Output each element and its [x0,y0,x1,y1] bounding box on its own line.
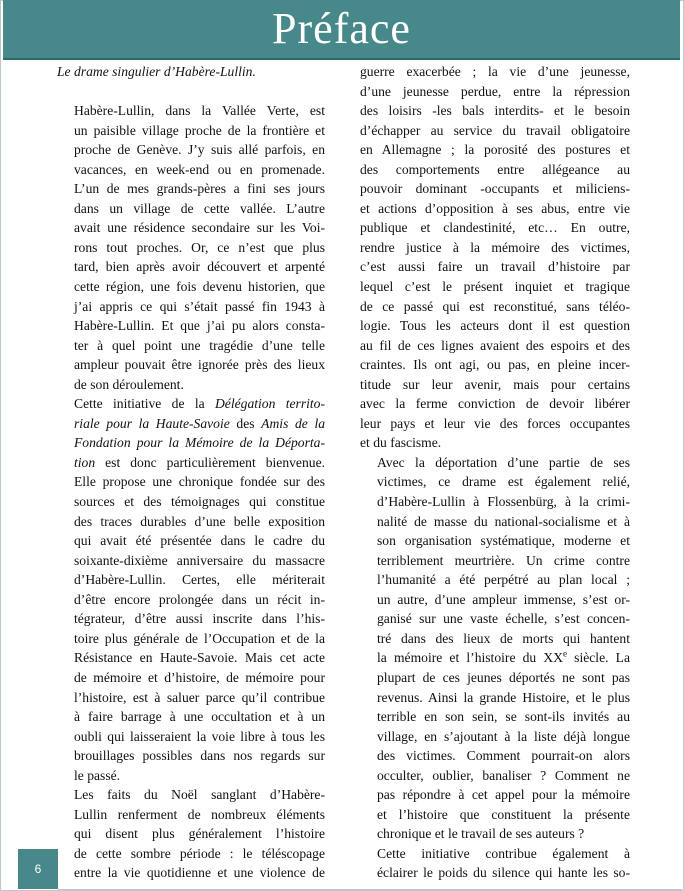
text-line [57,433,325,453]
superscript: e [563,648,568,659]
text-line: d’Habère-Lullin à Flossenbürg, à la crimi- [377,494,630,510]
text-run: Fondation pour la Mémoire de la Déporta- [74,435,325,451]
text-run: la mémoire et l’histoire du XX [377,650,564,666]
left-column [57,62,325,883]
text-line: occulter, oublier, banaliser ? Comment ne [377,767,630,783]
text-line: ter à quel point une tragédie d’une telle [74,337,325,353]
text-line: titude sur leur avenir, mais pour certains [360,376,630,392]
text-line: leur pays et leur vie des forces occupantes [360,415,630,431]
paragraph [360,844,630,883]
text-line: de mémoire et d’histoire, de mémoire pour [74,669,325,685]
text-line: de cette sombre période : le téléscopage [74,845,325,861]
text-line: lequel c’est le présent inquiet et tragique [360,279,630,295]
text-line: le passé. [74,767,121,783]
text-line: de son déroulement. [74,376,184,392]
text-line: brouillages possibles dans nos regards sur [74,748,325,764]
text-line: d’être encore prolongée dans un récit in- [74,591,325,607]
text-line: éclairer le poids du silence qui hante les so- [377,865,630,881]
text-line: logie. Tous les acteurs dont il est question [360,318,630,334]
section-subtitle: Le drame singulier d’Habère-Lullin. [57,64,256,79]
text-line: terriblement meurtrière. Un crime contre [377,552,630,568]
text-line: tré dans des lieux de morts qui hantent [377,630,630,646]
text-line: tard, bien après avoir découvert et arpenté [74,259,325,275]
text-line: ganisé sur une vaste échelle, s’est concen- [377,611,630,627]
page-number-badge [18,849,58,889]
text-line: guerre exacerbée ; la vie d’une jeunesse, [360,64,630,79]
text-line: et du fascisme. [360,435,442,451]
text-line: d’Habère-Lullin. Certes, elle mériterait [74,572,325,588]
text-run: Délégation territo- [214,396,325,412]
text-line: j’ai appris ce qui s’était passé fin 1943 à [74,298,325,314]
paragraph [57,394,325,785]
text-run: Cette initiative de la [74,396,215,412]
text-line: plupart de ces jeunes déportés ne sont pas [377,669,630,685]
text-line: revenus. Ainsi la grande Histoire, et le plus [377,689,630,705]
text-line: tégrateur, d’être aussi inscrite dans l’his- [74,611,325,627]
text-line: de ce passé qui est reconstitué, sans téléo- [360,298,630,314]
text-line: des loisirs -les bals interdits- et le besoin [360,103,630,119]
text-line: d’échapper au service du travail obligatoire [360,122,630,138]
text-line: rendre justice à la mémoire des victimes, [360,239,630,255]
text-line: avec la ferme conviction de devoir libérer [360,396,630,412]
text-line: en Allemagne ; la porosité des postures et [360,142,630,158]
text-line: soixante-dixième anniversaire du massacre [74,552,325,568]
text-line: L’un de mes grands-pères a fini ses jours [74,181,325,197]
text-line: craintes. Ils ont agi, ou pas, en pleine incer- [360,357,630,373]
text-line: dans un village de cette vallée. L’autre [74,200,325,216]
text-line: Avec la déportation d’une partie de ses [377,454,630,470]
text-line: des traces durables d’une belle exposition [74,513,325,529]
text-line: Résistance en Haute-Savoie. Mais cet acte [74,650,325,666]
text-run: riale pour la Haute-Savoie [74,415,230,431]
text-run: siècle. La [567,650,631,666]
text-line: village, en s’ajoutant à la liste déjà longue [377,728,630,744]
text-line: publique et clandestinité, etc… En outre, [360,220,630,236]
text-line [360,648,630,668]
text-line: pouvoir dominant -occupants et miliciens- [360,181,630,197]
text-run: est donc particulièrement bienvenue. [95,454,325,470]
text-line: des victimes. Comment pourrait-on alors [377,748,630,764]
text-line: sources et des témoignages qui constitue [74,494,325,510]
page-title: Préface [272,4,411,53]
text-line: cette région, une fois devenu historien, que [74,279,325,295]
text-line: et actions d’opposition à ses abus, entre vie [360,200,630,216]
text-line: ampleur pouvait être ignorée près des lieux [74,357,325,373]
text-line: des comportements entre allégeance au [360,161,630,177]
text-line: oubli qui laisseraient la voie libre à tous les [74,728,325,744]
text-line: victimes, ce drame est également relié, [377,474,630,490]
text-line: toire plus générale de l’Occupation et de la [74,630,325,646]
paragraph [57,785,325,883]
text-line: pas répondre à cet appel pour la mémoire [377,787,630,803]
text-line [57,453,325,473]
page-header [3,0,680,60]
page-number: 6 [34,862,42,876]
text-run: des [229,415,262,431]
text-line: vacances, en week-end ou en promenade. [74,161,325,177]
text-line: qui avait été présentée dans le cadre du [74,533,325,549]
text-line: son organisation systématique, moderne et [377,533,630,549]
text-line: l’histoire, est à saluer parce qu’il contribue [74,689,325,705]
right-column [360,62,630,883]
text-line: au fil de ces lignes avaient des espoirs et des [360,337,630,353]
text-line: et l’histoire que constituent la présente [377,806,630,822]
text-line: nalité de masse du national-socialisme et à [377,513,630,529]
text-line: à faire barrage à une occultation et à un [74,709,325,725]
text-line: qui disent plus généralement l’histoire [74,826,325,842]
text-line: d’une jeunesse perdue, entre la répression [360,83,630,99]
text-line: rons tout proches. Or, ce n’est que plus [74,239,325,255]
text-line: Habère-Lullin, dans la Vallée Verte, est [74,103,325,119]
text-line: proche de Genève. J’y suis allé parfois, en [74,142,325,158]
text-run: tion [74,454,96,470]
text-line: terrible en son sein, se sont-ils invités au [377,709,630,725]
text-line: chronique et le travail de ses auteurs ? [377,826,585,842]
footer-rule [58,889,682,890]
text-line: un autre, d’une ampleur immense, s’est or- [377,591,630,607]
text-line: Les faits du Noël sanglant d’Habère- [74,787,325,803]
text-line [57,394,325,414]
paragraph [360,62,630,453]
text-run: Amis de la [261,415,326,431]
text-line: l’humanité a été perpétré au plan local ; [377,572,630,588]
paragraph [57,101,325,394]
text-line [57,414,325,434]
text-line: Elle propose une chronique fondée sur des [74,474,325,490]
text-line: un paisible village proche de la frontière et [74,122,325,138]
text-line: entre la vie quotidienne et une violence de [74,865,325,881]
text-line: Habère-Lullin. Et que j’ai pu alors consta- [74,318,325,334]
text-line: c’est aussi faire un travail d’histoire par [360,259,630,275]
text-line: Cette initiative contribue également à [377,845,630,861]
text-line: Lullin renferment de nombreux éléments [74,806,325,822]
paragraph [360,453,630,844]
text-line: avait une résidence secondaire sur les Voi- [74,220,325,236]
